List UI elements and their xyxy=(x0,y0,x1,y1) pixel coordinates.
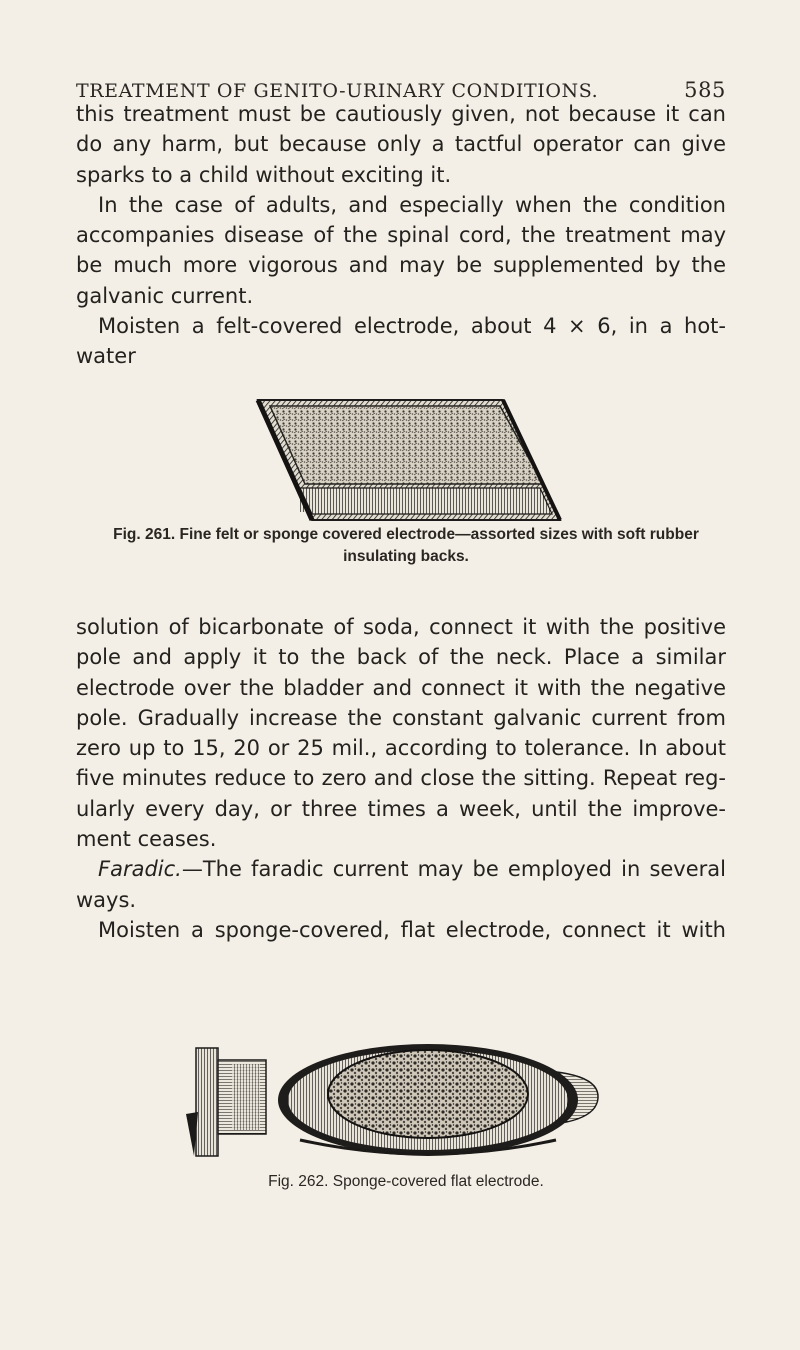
figure-261-felt-electrode xyxy=(0,392,800,524)
paragraph-continued: this treatment must be cautiously given, not because it can do any harm, but because only a tactful operator can give sparks to a child without exciting it. xyxy=(76,102,726,187)
figure-261-caption xyxy=(76,524,736,568)
paragraph-moisten-sponge: Moisten a sponge-covered, flat electrode, connect it with xyxy=(98,917,726,942)
figure-261-caption-text: Fine felt or sponge covered electrode—assorted sizes with soft rubber insulating backs. xyxy=(179,526,699,565)
electrode-pad-shape xyxy=(258,400,560,520)
figure-262-caption: Fig. 262. Sponge-covered flat electrode. xyxy=(268,1173,544,1190)
running-title: TREATMENT OF GENITO-URINARY CONDITIONS. xyxy=(76,80,599,102)
figure-262-sponge-electrode xyxy=(0,1040,800,1162)
paragraph-faradic xyxy=(76,854,726,915)
text-block-bottom xyxy=(76,612,726,945)
paragraph-bicarbonate: solution of bicarbonate of soda, connect it with the positive pole and apply it to the back of the neck. Place a similar electrode over the bladder and connect it with the negative pole. Gradually increase the constant galvanic current from zero up to 15, 20 or 25 mil., according to tolerance. In about five minutes reduce to zero and close the sitting. Repeat reg-ularly every day, or three times a week, until the improve-ment ceases. xyxy=(76,615,726,852)
figure-261-label: Fig. 261. xyxy=(113,526,176,543)
page-number: 585 xyxy=(684,78,726,102)
paragraph-adults: In the case of adults, and especially when the condition accompanies disease of the spinal cord, the treatment may be much more vigorous and may be supplemented by the galvanic current. xyxy=(76,192,726,308)
electrode-sponge-head-shape xyxy=(278,1044,578,1156)
faradic-text: —The faradic current may be employed in several ways. xyxy=(76,857,726,912)
faradic-heading: Faradic. xyxy=(98,857,182,882)
text-block-top xyxy=(76,99,726,372)
paragraph-moisten-felt: Moisten a felt-covered electrode, about 4 × 6, in a hot-water xyxy=(76,314,726,369)
